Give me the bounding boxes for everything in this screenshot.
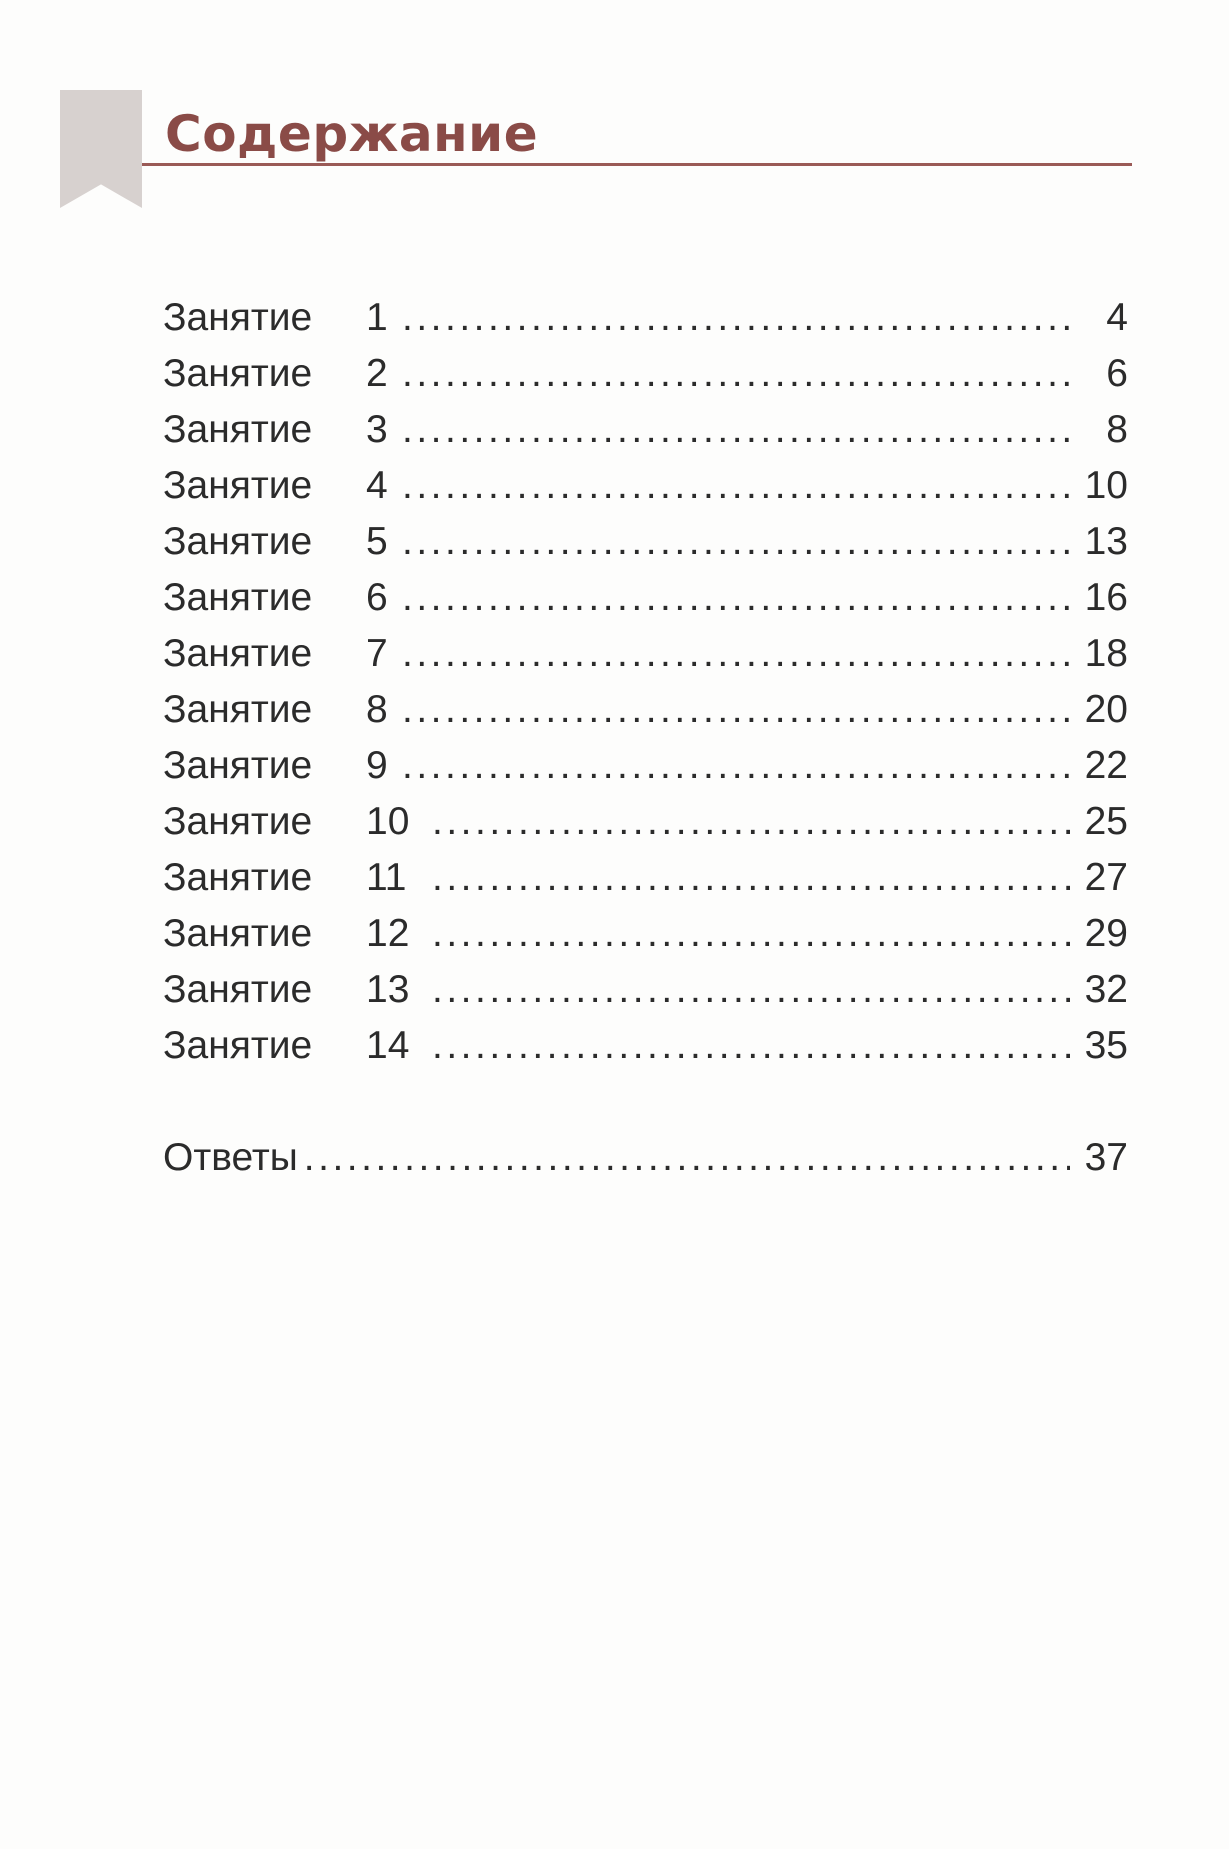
toc-entry-number: 10 (366, 800, 410, 843)
toc-entry-page: 8 (1106, 408, 1128, 451)
toc-entry-number: 12 (366, 912, 410, 955)
toc-entry[interactable] (163, 402, 1128, 458)
toc-entry[interactable] (163, 962, 1128, 1018)
toc-entry-page: 20 (1084, 688, 1128, 731)
toc-entry-label: Занятие (163, 856, 313, 899)
toc-entry[interactable] (163, 514, 1128, 570)
dot-leader (402, 738, 1070, 794)
toc-entry-page: 6 (1106, 352, 1128, 395)
toc-entry[interactable] (163, 458, 1128, 514)
toc-entry-page: 32 (1084, 968, 1128, 1011)
toc-entry[interactable] (163, 626, 1128, 682)
toc-entry-label: Занятие (163, 632, 313, 675)
toc-entry-label: Занятие (163, 688, 313, 731)
toc-entry-page: 27 (1084, 856, 1128, 899)
toc-entry-number: 6 (366, 576, 388, 619)
toc-entry-label: Занятие (163, 464, 313, 507)
toc-entry-page: 35 (1084, 1024, 1128, 1067)
toc-entry-label: Занятие (163, 968, 313, 1011)
toc-entry-number: 1 (366, 296, 388, 339)
toc-entry[interactable] (163, 794, 1128, 850)
toc-entry[interactable] (163, 738, 1128, 794)
toc-entry-label: Занятие (163, 352, 313, 395)
toc-entry-page: 4 (1106, 296, 1128, 339)
toc-entry-number: 7 (366, 632, 388, 675)
toc-entry-answers[interactable] (163, 1130, 1128, 1186)
toc-entry-label: Ответы (163, 1136, 298, 1179)
toc-entry-number: 9 (366, 744, 388, 787)
toc-entry[interactable] (163, 570, 1128, 626)
toc-entry-number: 2 (366, 352, 388, 395)
toc-entry-number: 11 (366, 856, 407, 899)
bookmark-ribbon-icon (60, 90, 142, 208)
dot-leader (304, 1130, 1070, 1186)
dot-leader (402, 402, 1070, 458)
dot-leader (432, 794, 1070, 850)
toc-entry-page: 16 (1084, 576, 1128, 619)
toc-entry-label: Занятие (163, 912, 313, 955)
toc-entry-label: Занятие (163, 520, 313, 563)
toc-entry-number: 14 (366, 1024, 410, 1067)
page-title: Содержание (165, 105, 539, 163)
toc-entry-page: 18 (1084, 632, 1128, 675)
toc-entry-label: Занятие (163, 800, 313, 843)
toc-entry-page: 29 (1084, 912, 1128, 955)
toc-entry-number: 8 (366, 688, 388, 731)
toc-entry-number: 4 (366, 464, 388, 507)
toc-entry[interactable] (163, 850, 1128, 906)
toc-entry[interactable] (163, 1018, 1128, 1074)
dot-leader (402, 346, 1070, 402)
toc-entry-page: 13 (1084, 520, 1128, 563)
toc-entry[interactable] (163, 346, 1128, 402)
dot-leader (402, 570, 1070, 626)
toc-entry-label: Занятие (163, 576, 313, 619)
toc-entry-number: 13 (366, 968, 410, 1011)
dot-leader (432, 850, 1070, 906)
dot-leader (402, 626, 1070, 682)
toc-entry-page: 25 (1084, 800, 1128, 843)
toc-entry-page: 10 (1084, 464, 1128, 507)
toc-entry-number: 3 (366, 408, 388, 451)
toc-entry-page: 22 (1084, 744, 1128, 787)
dot-leader (402, 458, 1070, 514)
toc-entry-label: Занятие (163, 1024, 313, 1067)
table-of-contents (163, 290, 1128, 1186)
toc-entry-label: Занятие (163, 744, 313, 787)
dot-leader (402, 514, 1070, 570)
toc-entry-number: 5 (366, 520, 388, 563)
toc-entry[interactable] (163, 290, 1128, 346)
toc-entry-label: Занятие (163, 296, 313, 339)
dot-leader (432, 906, 1070, 962)
toc-entry-page: 37 (1084, 1136, 1128, 1179)
dot-leader (402, 290, 1070, 346)
dot-leader (432, 962, 1070, 1018)
title-divider (142, 163, 1132, 166)
dot-leader (432, 1018, 1070, 1074)
toc-entry[interactable] (163, 682, 1128, 738)
dot-leader (402, 682, 1070, 738)
toc-entry-label: Занятие (163, 408, 313, 451)
toc-entry[interactable] (163, 906, 1128, 962)
